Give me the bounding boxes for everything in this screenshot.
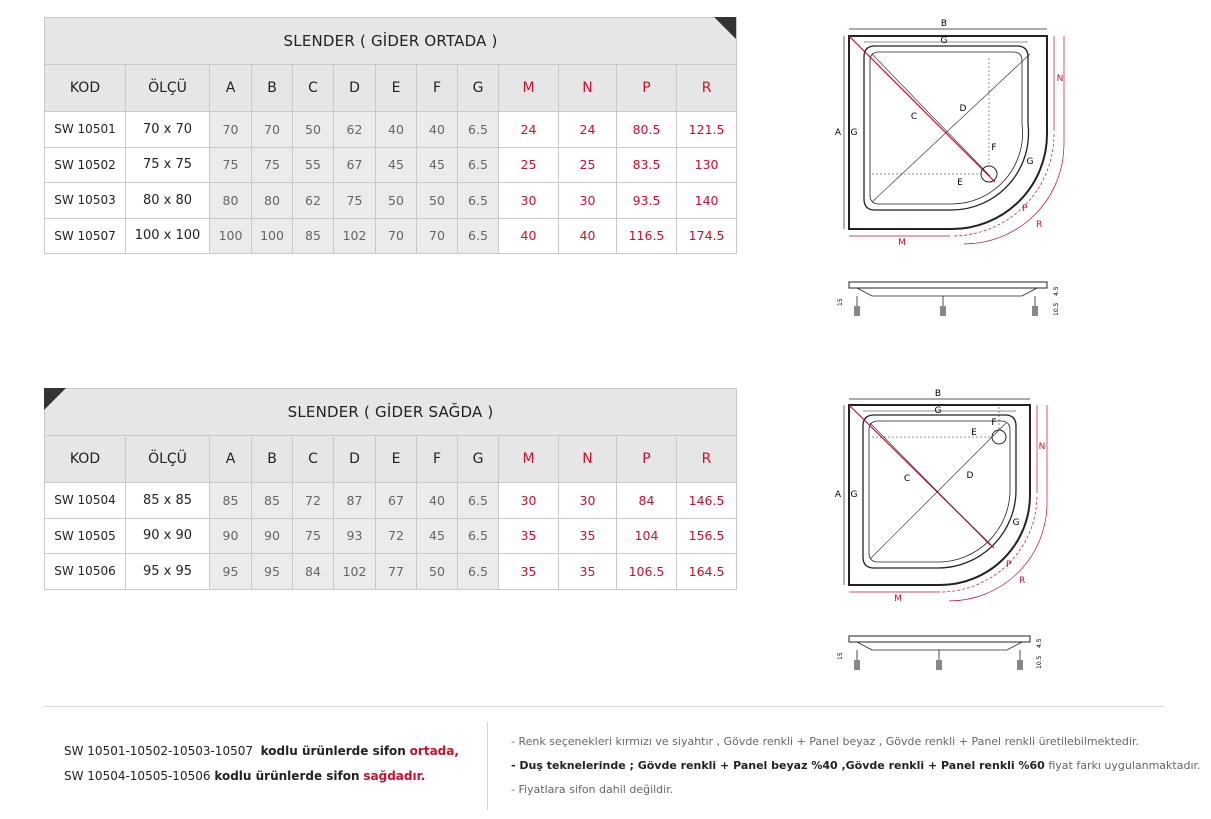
table-cell: 84 xyxy=(617,483,677,519)
column-header: A xyxy=(210,436,252,483)
table-cell: 40 xyxy=(559,218,617,254)
column-header: P xyxy=(617,65,677,112)
table-cell: 35 xyxy=(559,554,617,590)
table-cell: 106.5 xyxy=(617,554,677,590)
table-cell: 50 xyxy=(376,183,417,219)
table-cell: 6.5 xyxy=(458,147,499,183)
dim-label-g: G xyxy=(940,36,948,46)
dim-label-d: D xyxy=(966,471,974,481)
table-cell: 93 xyxy=(334,518,376,554)
table-cell: 6.5 xyxy=(458,183,499,219)
dim-label-10-5: 10.5 xyxy=(1036,655,1043,669)
dim-label-n: N xyxy=(1038,442,1046,452)
column-header: R xyxy=(677,65,737,112)
table-cell: 80 xyxy=(210,183,252,219)
table-cell: 40 xyxy=(417,112,458,148)
table-cell: 80.5 xyxy=(617,112,677,148)
note-sifon-dahil-degil: - Fiyatlara sifon dahil değildir. xyxy=(511,783,674,796)
note-highlight: ortada, xyxy=(409,744,459,758)
dim-label-b: B xyxy=(934,389,942,399)
dim-label-a: A xyxy=(834,490,842,500)
column-header: ÖLÇÜ xyxy=(126,436,210,483)
table-cell: 6.5 xyxy=(458,518,499,554)
column-header: G xyxy=(458,436,499,483)
table-cell: 95 xyxy=(210,554,252,590)
table-cell: 174.5 xyxy=(677,218,737,254)
table-title: SLENDER ( GİDER ORTADA ) xyxy=(45,18,737,65)
table-cell: 35 xyxy=(499,518,559,554)
column-header: M xyxy=(499,65,559,112)
note-highlight: sağdadır. xyxy=(363,769,426,783)
table-cell: 6.5 xyxy=(458,483,499,519)
table-cell: 70 xyxy=(252,112,293,148)
table-cell: 100 x 100 xyxy=(126,218,210,254)
column-header: D xyxy=(334,436,376,483)
table-cell: 140 xyxy=(677,183,737,219)
column-header: R xyxy=(677,436,737,483)
table-cell: 30 xyxy=(559,483,617,519)
table-cell: SW 10507 xyxy=(45,218,126,254)
table-cell: 67 xyxy=(334,147,376,183)
table-cell: 164.5 xyxy=(677,554,737,590)
dim-label-p: P xyxy=(1006,560,1012,570)
column-header: KOD xyxy=(45,436,126,483)
table-cell: 156.5 xyxy=(677,518,737,554)
note-sifon-sagda xyxy=(64,769,425,783)
table-cell: 25 xyxy=(559,147,617,183)
table-title: SLENDER ( GİDER SAĞDA ) xyxy=(45,389,737,436)
table-cell: 70 xyxy=(376,218,417,254)
note-renk-secenekleri: - Renk seçenekleri kırmızı ve siyahtır , Gövde renkli + Panel beyaz , Gövde renkli + Panel renkli üretilebilmektedir. xyxy=(511,735,1139,748)
table-cell: 75 xyxy=(334,183,376,219)
table-cell: 6.5 xyxy=(458,218,499,254)
table-cell: 104 xyxy=(617,518,677,554)
tray-drawing-center-drain xyxy=(832,14,1072,334)
table-cell: 102 xyxy=(334,218,376,254)
column-header: F xyxy=(417,436,458,483)
note-fiyat-farki xyxy=(511,759,1201,772)
note-text: kodlu ürünlerde sifon xyxy=(260,744,406,758)
column-header: B xyxy=(252,65,293,112)
table-cell: 30 xyxy=(499,183,559,219)
table-cell: 75 xyxy=(252,147,293,183)
table-cell: 80 x 80 xyxy=(126,183,210,219)
table-cell: 100 xyxy=(252,218,293,254)
column-header: F xyxy=(417,65,458,112)
table-cell: 75 x 75 xyxy=(126,147,210,183)
dim-label-4-5: 4.5 xyxy=(1053,286,1060,296)
table-cell: 67 xyxy=(376,483,417,519)
dim-label-d: D xyxy=(959,104,967,114)
table-row xyxy=(45,112,737,148)
table-row xyxy=(45,147,737,183)
table-cell: 77 xyxy=(376,554,417,590)
table-cell: 70 x 70 xyxy=(126,112,210,148)
table-cell: 90 x 90 xyxy=(126,518,210,554)
table-cell: 95 x 95 xyxy=(126,554,210,590)
table-cell: 85 xyxy=(210,483,252,519)
table-cell: 50 xyxy=(293,112,334,148)
table-cell: 55 xyxy=(293,147,334,183)
table-cell: 40 xyxy=(499,218,559,254)
table-cell: 121.5 xyxy=(677,112,737,148)
footer-divider xyxy=(44,706,1165,707)
dim-label-p: P xyxy=(1022,204,1028,214)
table-cell: 87 xyxy=(334,483,376,519)
note-bold: - Duş teknelerinde ; Gövde renkli + Panel beyaz %40 ,Gövde renkli + Panel renkli %60 xyxy=(511,759,1045,772)
table-gider-sagda xyxy=(44,388,737,590)
footer-vertical-divider xyxy=(487,722,488,810)
table-cell: 146.5 xyxy=(677,483,737,519)
table-cell: 85 x 85 xyxy=(126,483,210,519)
table-cell: 35 xyxy=(559,518,617,554)
column-header: E xyxy=(376,65,417,112)
table-cell: 70 xyxy=(210,112,252,148)
column-header: M xyxy=(499,436,559,483)
corner-triangle-decoration xyxy=(44,388,66,410)
table-cell: 75 xyxy=(293,518,334,554)
dim-label-g: G xyxy=(850,128,858,138)
table-cell: 90 xyxy=(252,518,293,554)
table-cell: 50 xyxy=(417,183,458,219)
table-row xyxy=(45,518,737,554)
dim-label-c: C xyxy=(903,474,911,484)
table-cell: 72 xyxy=(293,483,334,519)
table-cell: 62 xyxy=(334,112,376,148)
table-cell: SW 10502 xyxy=(45,147,126,183)
column-header: P xyxy=(617,436,677,483)
table-cell: SW 10501 xyxy=(45,112,126,148)
table-cell: 130 xyxy=(677,147,737,183)
column-header: A xyxy=(210,65,252,112)
note-text: kodlu ürünlerde sifon xyxy=(214,769,360,783)
column-header: E xyxy=(376,436,417,483)
table-cell: 6.5 xyxy=(458,554,499,590)
table-gider-ortada xyxy=(44,17,737,254)
table-cell: 24 xyxy=(499,112,559,148)
table-cell: 50 xyxy=(417,554,458,590)
dim-label-g: G xyxy=(934,406,942,416)
table-cell: SW 10503 xyxy=(45,183,126,219)
dim-label-g: G xyxy=(850,490,858,500)
column-header: C xyxy=(293,65,334,112)
table-cell: 80 xyxy=(252,183,293,219)
table-cell: SW 10506 xyxy=(45,554,126,590)
table-cell: SW 10504 xyxy=(45,483,126,519)
table-cell: 102 xyxy=(334,554,376,590)
dim-label-c: C xyxy=(910,112,918,122)
table-cell: 70 xyxy=(417,218,458,254)
dim-label-m: M xyxy=(898,238,906,248)
column-header: N xyxy=(559,65,617,112)
table-cell: 25 xyxy=(499,147,559,183)
table-cell: SW 10505 xyxy=(45,518,126,554)
table-cell: 62 xyxy=(293,183,334,219)
table-cell: 30 xyxy=(559,183,617,219)
table-cell: 90 xyxy=(210,518,252,554)
table-cell: 30 xyxy=(499,483,559,519)
column-header: D xyxy=(334,65,376,112)
table-row xyxy=(45,554,737,590)
column-header: B xyxy=(252,436,293,483)
tray-drawing-right-drain xyxy=(832,385,1072,680)
table-cell: 93.5 xyxy=(617,183,677,219)
table-cell: 84 xyxy=(293,554,334,590)
column-header: G xyxy=(458,65,499,112)
table-row xyxy=(45,183,737,219)
dim-label-n: N xyxy=(1056,74,1064,84)
column-header: C xyxy=(293,436,334,483)
table-cell: 24 xyxy=(559,112,617,148)
table-cell: 100 xyxy=(210,218,252,254)
dim-label-f: F xyxy=(991,418,997,428)
dim-label-15: 15 xyxy=(837,652,844,660)
dim-label-a: A xyxy=(834,128,842,138)
table-cell: 95 xyxy=(252,554,293,590)
dim-label-m: M xyxy=(894,594,902,604)
dim-label-g: G xyxy=(1026,157,1034,167)
table-row xyxy=(45,218,737,254)
corner-triangle-decoration xyxy=(714,17,736,39)
dim-label-g: G xyxy=(1012,518,1020,528)
table-row xyxy=(45,483,737,519)
note-sifon-ortada xyxy=(64,744,459,758)
dim-label-15: 15 xyxy=(837,298,844,306)
table-cell: 85 xyxy=(252,483,293,519)
dim-label-b: B xyxy=(940,19,948,29)
dim-label-10-5: 10.5 xyxy=(1053,302,1060,316)
table-cell: 72 xyxy=(376,518,417,554)
note-codes: SW 10501-10502-10503-10507 xyxy=(64,744,253,758)
table-cell: 83.5 xyxy=(617,147,677,183)
dim-label-e: E xyxy=(957,178,963,188)
table-cell: 45 xyxy=(376,147,417,183)
column-header: ÖLÇÜ xyxy=(126,65,210,112)
table-cell: 6.5 xyxy=(458,112,499,148)
dim-label-4-5: 4.5 xyxy=(1036,638,1043,648)
note-rest: fiyat farkı uygulanmaktadır. xyxy=(1044,759,1201,772)
table-cell: 45 xyxy=(417,518,458,554)
table-cell: 75 xyxy=(210,147,252,183)
note-codes: SW 10504-10505-10506 xyxy=(64,769,211,783)
table-cell: 85 xyxy=(293,218,334,254)
table-cell: 45 xyxy=(417,147,458,183)
table-cell: 40 xyxy=(417,483,458,519)
column-header: N xyxy=(559,436,617,483)
table-cell: 40 xyxy=(376,112,417,148)
table-cell: 35 xyxy=(499,554,559,590)
column-header: KOD xyxy=(45,65,126,112)
dim-label-f: F xyxy=(991,143,997,153)
table-cell: 116.5 xyxy=(617,218,677,254)
dim-label-r: R xyxy=(1019,576,1026,586)
dim-label-r: R xyxy=(1036,220,1043,230)
dim-label-e: E xyxy=(971,428,977,438)
